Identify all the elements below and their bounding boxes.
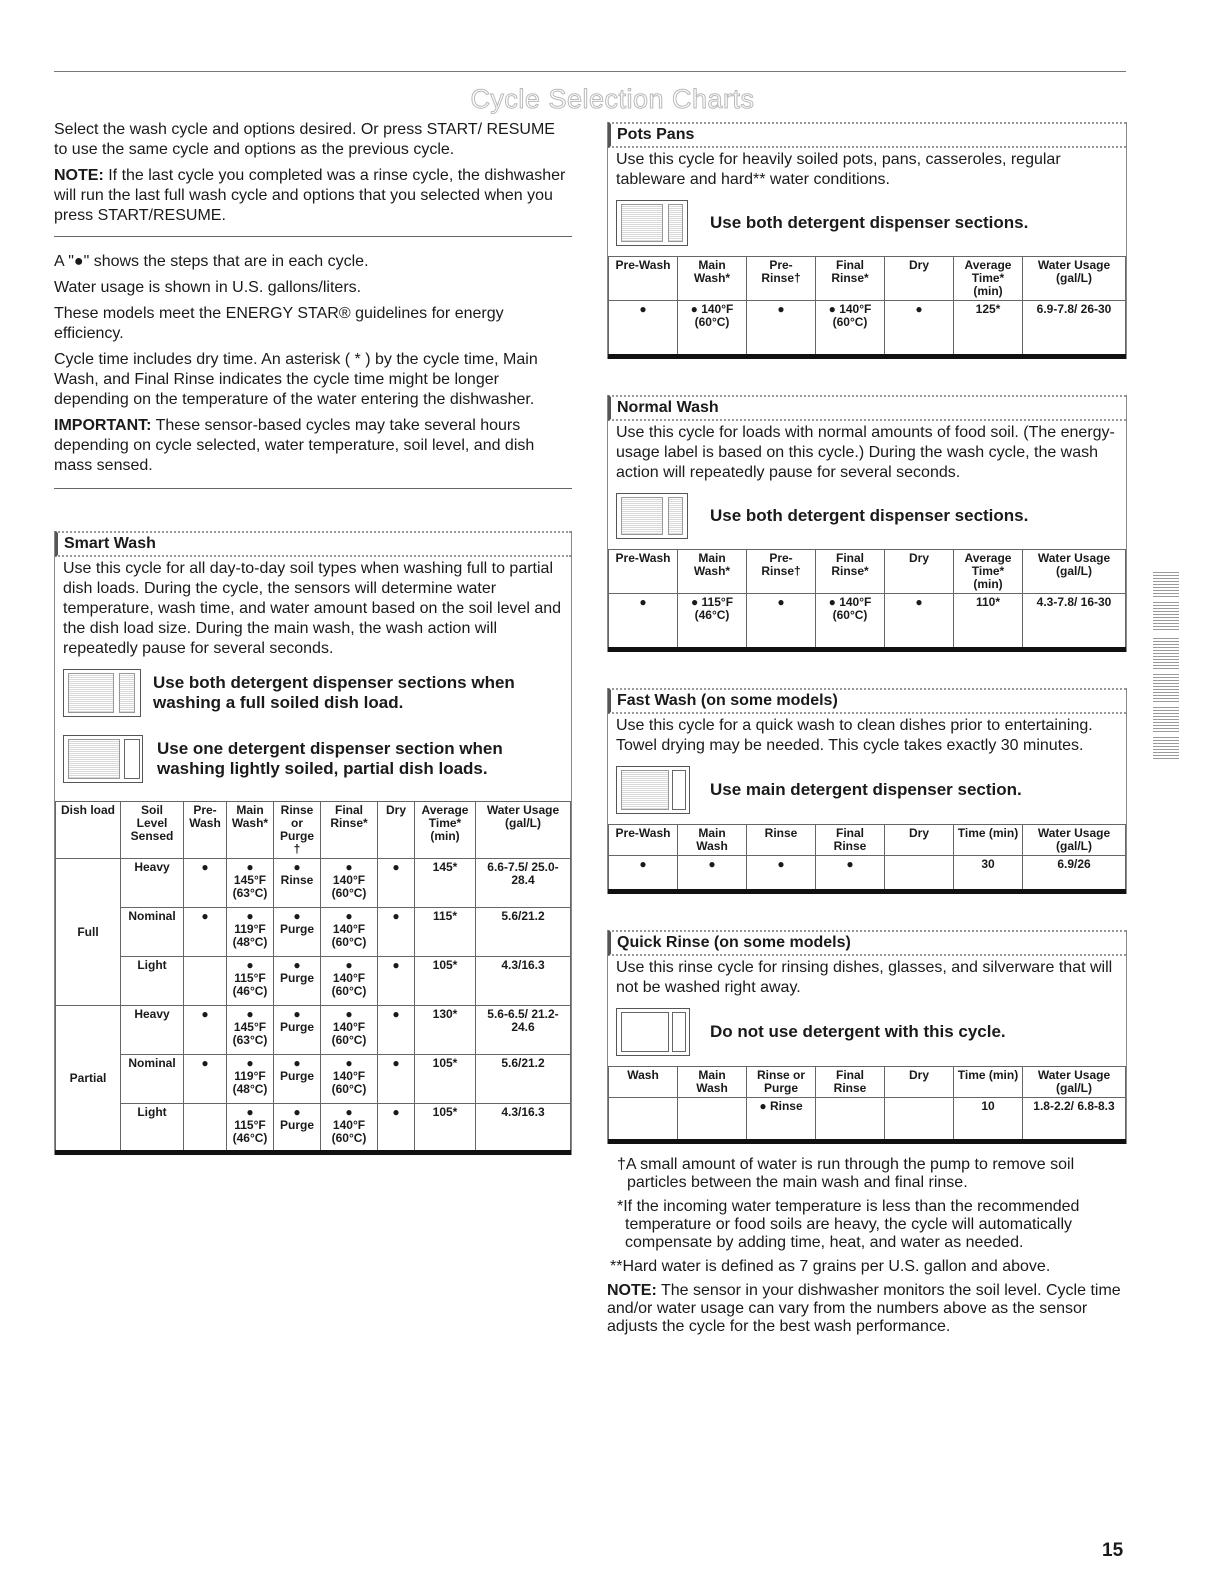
col-header: Main Wash* [227,802,274,859]
col-header: Dry [885,1067,954,1098]
step-dot: ● [293,1007,301,1021]
step-dot: ● [345,1007,353,1021]
step-detail: 115°F (46°C) [232,1118,268,1145]
footnote-note [607,1282,1127,1336]
step-detail: 140°F (60°C) [331,971,367,998]
page-number: 15 [1102,1540,1124,1561]
table-cell: ● [678,856,747,892]
col-header: Water Usage (gal/L) [1023,550,1126,594]
time-cell: 105* [415,1104,476,1153]
pots-pans-table [608,256,1126,359]
quick-rinse-description: Use this rinse cycle for rinsing dishes, glasses, and silverware that will not be washed right away. [616,959,1113,996]
final-rinse-cell [321,908,378,957]
table-cell: ● [885,594,954,650]
table-cell [816,1098,885,1142]
final-rinse-cell [321,1104,378,1153]
table-cell: 6.9-7.8/ 26-30 [1023,301,1126,357]
table-row [56,908,571,957]
col-header: Final Rinse [816,1067,885,1098]
detergent-instruction [608,1008,1126,1056]
final-rinse-cell [321,1006,378,1055]
important-text: These sensor-based cycles may take several hours depending on cycle selected, water temperature, soil level, and dish mass sensed. [54,417,535,474]
dry-cell: ● [378,1006,415,1055]
col-header: Wash [609,1067,678,1098]
water-usage-cell: 4.3/16.3 [476,957,571,1006]
step-detail: Rinse [280,873,314,887]
footnotes [607,1156,1127,1336]
pre-wash-cell: ● [184,908,227,957]
step-detail: 119°F (48°C) [232,922,268,949]
soil-level-cell: Nominal [121,908,184,957]
water-usage-cell: 6.6-7.5/ 25.0-28.4 [476,859,571,908]
detergent-text: Use both detergent dispenser sections. [710,213,1029,232]
fast-wash-table [608,824,1126,894]
section-tab-graphic [1147,572,1185,762]
footnote-asterisk: *If the incoming water temperature is less than the recommended temperature or food soils are heavy, the cycle will automatically compensate by adding time, heat, and water as needed. [617,1198,1080,1251]
step-dot: ● [293,1056,301,1070]
divider [54,236,572,237]
detergent-dispenser-both-icon [63,669,141,717]
col-header: Pre-Wash [609,257,678,301]
normal-wash-description: Use this cycle for loads with normal amounts of food soil. (The energy-usage label is based on this cycle.) During the wash cycle, the wash action will repeatedly pause for several seconds. [616,424,1115,481]
col-header: Pre-Wash [184,802,227,859]
step-detail: 145°F (63°C) [232,1020,268,1047]
detergent-dispenser-both-icon [616,200,688,246]
pots-pans-title: Pots Pans [608,122,1126,148]
step-dot: ● [246,1105,254,1119]
normal-wash-panel [607,395,1127,652]
table-row [56,1006,571,1055]
main-wash-cell [227,1104,274,1153]
step-detail: 140°F (60°C) [331,1020,367,1047]
step-dot: ● [293,860,301,874]
pre-wash-cell: ● [184,859,227,908]
pots-pans-description: Use this cycle for heavily soiled pots, pans, casseroles, regular tableware and hard** water conditions. [616,151,1061,188]
detergent-text: Use both detergent dispenser sections. [710,506,1029,525]
dish-load-cell: Full [56,859,121,1006]
pots-pans-panel [607,122,1127,359]
smart-wash-table-body [56,859,571,1153]
rinse-purge-cell [274,1104,321,1153]
normal-wash-table [608,549,1126,652]
detergent-dispenser-main-icon [63,735,143,783]
table-cell: ● [609,856,678,892]
smart-wash-title: Smart Wash [55,531,571,557]
table-cell: 1.8-2.2/ 6.8-8.3 [1023,1098,1126,1142]
table-cell: ● Rinse [747,1098,816,1142]
table-row [56,957,571,1006]
col-header: Time (min) [954,1067,1023,1098]
quick-rinse-title: Quick Rinse (on some models) [608,930,1126,956]
step-detail: Purge [279,1069,314,1083]
rinse-purge-cell [274,1055,321,1104]
water-usage-cell: 5.6/21.2 [476,1055,571,1104]
table-cell: ● 140°F (60°C) [816,301,885,357]
pre-wash-cell [184,957,227,1006]
col-header: Dish load [56,802,121,859]
cycle-time-line: Cycle time includes dry time. An asterisk ( * ) by the cycle time, Main Wash, and Final Rinse indicates the cycle time might be longer depending on the temperature of the water entering the dishwasher. [54,351,538,408]
final-rinse-cell [321,1055,378,1104]
table-cell: 110* [954,594,1023,650]
step-dot: ● [345,1056,353,1070]
intro-paragraph: Select the wash cycle and options desired. Or press START/ RESUME to use the same cycle and options as the previous cycle. [54,121,555,158]
pre-wash-cell [184,1104,227,1153]
table-cell: ● [816,856,885,892]
dry-cell: ● [378,859,415,908]
water-usage-cell: 4.3/16.3 [476,1104,571,1153]
table-row [56,1055,571,1104]
soil-level-cell: Light [121,957,184,1006]
main-wash-cell [227,957,274,1006]
table-cell [885,856,954,892]
col-header: Time (min) [954,825,1023,856]
col-header: Soil Level Sensed [121,802,184,859]
table-cell: ● [609,301,678,357]
table-row [56,859,571,908]
normal-wash-title: Normal Wash [608,395,1126,421]
step-dot: ● [345,909,353,923]
table-cell: ● [885,301,954,357]
step-detail: 119°F (48°C) [232,1069,268,1096]
left-column [54,120,572,1155]
table-cell: ● [747,594,816,650]
col-header: Final Rinse* [816,550,885,594]
table-cell: 30 [954,856,1023,892]
rinse-purge-cell [274,1006,321,1055]
rinse-purge-cell [274,957,321,1006]
step-detail: 140°F (60°C) [331,922,367,949]
right-column [607,122,1127,1336]
dry-cell: ● [378,908,415,957]
detergent-instruction [608,493,1126,539]
energy-star-line: These models meet the ENERGY STAR® guidelines for energy efficiency. [54,305,504,342]
water-usage-cell: 5.6-6.5/ 21.2-24.6 [476,1006,571,1055]
intro-note [54,166,572,226]
time-cell: 145* [415,859,476,908]
time-cell: 130* [415,1006,476,1055]
note-label: NOTE: [54,167,104,184]
detergent-instruction-full [55,669,571,717]
time-cell: 115* [415,908,476,957]
final-rinse-cell [321,957,378,1006]
col-header: Pre-Rinse† [747,550,816,594]
main-wash-cell [227,1006,274,1055]
step-dot: ● [246,1007,254,1021]
table-cell: ● 140°F (60°C) [816,594,885,650]
detergent-instruction [608,766,1126,814]
step-dot: ● [246,958,254,972]
step-dot: ● [345,958,353,972]
final-rinse-cell [321,859,378,908]
step-dot: ● [246,860,254,874]
col-header: Final Rinse* [321,802,378,859]
fast-wash-panel [607,688,1127,894]
col-header: Final Rinse [816,825,885,856]
step-detail: 115°F (46°C) [232,971,268,998]
step-dot: ● [293,958,301,972]
dish-load-cell: Partial [56,1006,121,1153]
table-row [56,1104,571,1153]
col-header: Main Wash* [678,550,747,594]
col-header: Water Usage (gal/L) [476,802,571,859]
col-header: Main Wash [678,825,747,856]
dry-cell: ● [378,1055,415,1104]
step-detail: Purge [279,1118,314,1132]
step-detail: 145°F (63°C) [232,873,268,900]
col-header: Pre-Wash [609,825,678,856]
smart-wash-panel [54,531,572,1155]
table-cell: ● [609,594,678,650]
col-header: Rinse [747,825,816,856]
step-detail: 140°F (60°C) [331,1069,367,1096]
quick-rinse-table [608,1066,1126,1144]
soil-level-cell: Nominal [121,1055,184,1104]
note-text: If the last cycle you completed was a rinse cycle, the dishwasher will run the last full wash cycle and options that you selected when you press START/RESUME. [54,167,566,224]
smart-wash-description: Use this cycle for all day-to-day soil types when washing full to partial dish loads. During the cycle, the sensors will determine water temperature, wash time, and water amount based on the soil level and the dish load size. During the main wash, the wash action will repeatedly pause for several seconds. [63,560,562,657]
col-header: Pre-Rinse† [747,257,816,301]
smart-wash-table [55,801,571,1155]
time-cell: 105* [415,1055,476,1104]
table-cell [885,1098,954,1142]
step-detail: Purge [279,922,314,936]
main-wash-cell [227,1055,274,1104]
note-text: The sensor in your dishwasher monitors the soil level. Cycle time and/or water usage can vary from the numbers above as the sensor adjusts the cycle for the best wash performance. [607,1282,1121,1335]
col-header: Dry [378,802,415,859]
col-header: Dry [885,257,954,301]
fast-wash-description: Use this cycle for a quick wash to clean dishes prior to entertaining. Towel drying may be needed. This cycle takes exactly 30 minutes. [616,717,1093,754]
table-cell: 125* [954,301,1023,357]
dry-cell: ● [378,957,415,1006]
divider [54,488,572,489]
table-cell: ● [747,301,816,357]
step-dot: ● [246,909,254,923]
time-cell: 105* [415,957,476,1006]
table-cell: ● 115°F (46°C) [678,594,747,650]
table-cell: ● [747,856,816,892]
dot-explanation: A "●" shows the steps that are in each cycle. [54,253,369,270]
col-header: Pre-Wash [609,550,678,594]
water-usage-line: Water usage is shown in U.S. gallons/liters. [54,279,362,296]
footnote-hard-water: **Hard water is defined as 7 grains per U.S. gallon and above. [610,1258,1051,1275]
dry-cell: ● [378,1104,415,1153]
step-detail: 140°F (60°C) [331,873,367,900]
fast-wash-title: Fast Wash (on some models) [608,688,1126,714]
table-cell [609,1098,678,1142]
main-wash-cell [227,859,274,908]
detergent-text: Use main detergent dispenser section. [710,780,1022,799]
col-header: Water Usage (gal/L) [1023,1067,1126,1098]
detergent-dispenser-main-icon [616,766,690,814]
detergent-instruction-partial [55,735,571,783]
col-header: Water Usage (gal/L) [1023,257,1126,301]
water-usage-cell: 5.6/21.2 [476,908,571,957]
pre-wash-cell: ● [184,1055,227,1104]
footnote-dagger: †A small amount of water is run through the pump to remove soil particles between the main wash and final rinse. [617,1156,1075,1191]
step-detail: Purge [279,971,314,985]
rinse-purge-cell [274,859,321,908]
col-header: Water Usage (gal/L) [1023,825,1126,856]
detergent-instruction [608,200,1126,246]
important-label: IMPORTANT: [54,417,152,434]
step-dot: ● [293,909,301,923]
detergent-text-partial: Use one detergent dispenser section when washing lightly soiled, partial dish loads. [157,739,503,778]
rinse-purge-cell [274,908,321,957]
col-header: Final Rinse* [816,257,885,301]
step-detail: Purge [279,1020,314,1034]
col-header: Dry [885,825,954,856]
note-label: NOTE: [607,1282,657,1299]
soil-level-cell: Heavy [121,1006,184,1055]
table-cell: 4.3-7.8/ 16-30 [1023,594,1126,650]
col-header: Main Wash* [678,257,747,301]
table-cell [678,1098,747,1142]
quick-rinse-panel [607,930,1127,1144]
detergent-text-full: Use both detergent dispenser sections when washing a full soiled dish load. [153,673,515,712]
step-dot: ● [246,1056,254,1070]
table-cell: ● 140°F (60°C) [678,301,747,357]
step-dot: ● [293,1105,301,1119]
col-header: Average Time* (min) [954,257,1023,301]
detergent-dispenser-empty-icon [616,1008,690,1056]
pre-wash-cell: ● [184,1006,227,1055]
top-rule [54,71,1126,72]
step-dot: ● [345,860,353,874]
table-cell: 6.9/26 [1023,856,1126,892]
important-paragraph [54,416,572,476]
detergent-dispenser-both-icon [616,493,688,539]
soil-level-cell: Light [121,1104,184,1153]
soil-level-cell: Heavy [121,859,184,908]
col-header: Rinse or Purge † [274,802,321,859]
col-header: Dry [885,550,954,594]
step-detail: 140°F (60°C) [331,1118,367,1145]
page-heading: Cycle Selection Charts [470,84,755,114]
step-dot: ● [345,1105,353,1119]
col-header: Average Time* (min) [415,802,476,859]
main-wash-cell [227,908,274,957]
table-cell: 10 [954,1098,1023,1142]
col-header: Main Wash [678,1067,747,1098]
col-header: Rinse or Purge [747,1067,816,1098]
col-header: Average Time* (min) [954,550,1023,594]
detergent-text: Do not use detergent with this cycle. [710,1022,1006,1041]
